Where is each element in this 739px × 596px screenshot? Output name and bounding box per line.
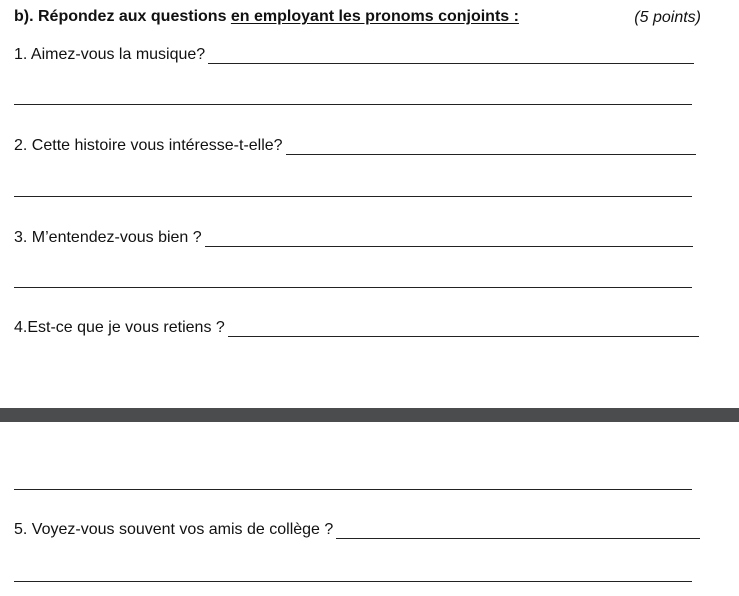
answer-blank-2[interactable]: [286, 138, 696, 155]
answer-line-1b[interactable]: [14, 104, 692, 105]
question-1-text: 1. Aimez-vous la musique?: [14, 46, 206, 63]
question-2-text: 2. Cette histoire vous intéresse-t-elle?: [14, 137, 283, 154]
question-3: [14, 225, 693, 247]
answer-blank-4[interactable]: [228, 320, 699, 337]
answer-blank-3[interactable]: [205, 230, 693, 247]
question-5-text: 5. Voyez-vous souvent vos amis de collège ?: [14, 521, 334, 538]
section-heading: [14, 8, 704, 30]
answer-line-2b[interactable]: [14, 196, 692, 197]
question-4: [14, 315, 699, 337]
points-label: (5 points): [634, 9, 701, 26]
section-heading-label: b). Répondez aux questions: [14, 8, 231, 25]
question-2: [14, 133, 696, 155]
answer-line-5b[interactable]: [14, 581, 692, 582]
answer-blank-1[interactable]: [208, 47, 694, 64]
question-4-text: 4.Est-ce que je vous retiens ?: [14, 319, 225, 336]
answer-blank-5[interactable]: [336, 522, 700, 539]
answer-line-3b[interactable]: [14, 287, 692, 288]
question-3-text: 3. M’entendez-vous bien ?: [14, 229, 202, 246]
page-break-band: [0, 408, 739, 422]
question-5: [14, 517, 700, 539]
question-1: [14, 42, 694, 64]
answer-line-4b[interactable]: [14, 489, 692, 490]
section-heading-instruction: en employant les pronoms conjoints :: [230, 8, 519, 25]
